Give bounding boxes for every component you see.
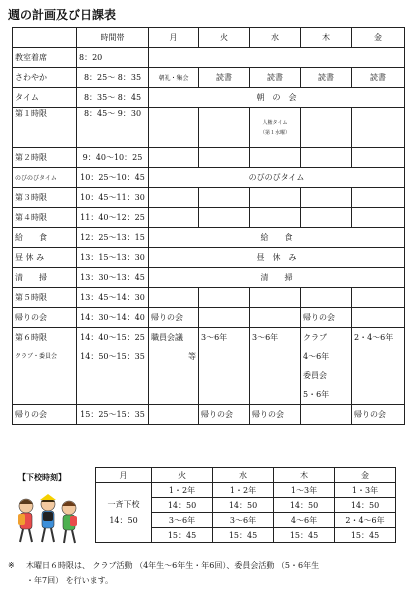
row-time: 13：30～13：45	[77, 268, 149, 288]
table-row	[13, 48, 405, 68]
note-line-1: 木曜日６時限は、 クラブ活動 （4年生～6年生・年6回）、委員会活動 （5・6年生	[26, 561, 320, 570]
row-time: 15：25～15：35	[77, 405, 149, 425]
table-row	[13, 308, 405, 328]
dismissal-wed-c: 3～6年	[213, 513, 274, 528]
table-row	[13, 68, 405, 88]
dismissal-wed-a: 1・2年	[213, 483, 274, 498]
row-label: 第１時限	[13, 108, 77, 148]
dismissal-fri-d: 15：45	[335, 528, 396, 543]
row-time: 10：25～10：45	[77, 168, 149, 188]
span-cell: 朝 の 会	[149, 88, 405, 108]
children-illustration	[12, 492, 84, 550]
cell-wed-line1: 人権タイム	[262, 119, 288, 126]
cell-wed: 帰りの会	[250, 405, 301, 425]
row-time: 8：20	[77, 48, 149, 68]
span-cell: のびのびタイム	[149, 168, 405, 188]
row-time: 14：30～14：40	[77, 308, 149, 328]
row-label: のびのびタイム	[13, 168, 77, 188]
row-time: 8：35～ 8：45	[77, 88, 149, 108]
header-time: 時間帯	[77, 28, 149, 48]
header-mon: 月	[149, 28, 199, 48]
table-row	[13, 88, 405, 108]
dismissal-tue-d: 15：45	[152, 528, 213, 543]
dismissal-wed-d: 15：45	[213, 528, 274, 543]
row-time-2: 14：50～15：35	[80, 352, 145, 361]
cell-wed: 読書	[250, 68, 301, 88]
page-title: 週の計画及び日課表	[8, 8, 117, 22]
cell-thu-1: クラブ	[303, 333, 327, 342]
span-cell: 給 食	[149, 228, 405, 248]
row-label: 教室着席	[13, 48, 77, 68]
header-fri: 金	[352, 28, 405, 48]
cell-fri: 2・4～6年	[352, 328, 405, 405]
table-row	[13, 268, 405, 288]
table-row	[13, 108, 405, 148]
row-label: 第５時限	[13, 288, 77, 308]
row-label	[13, 328, 77, 405]
row-time: 12：25～13：15	[77, 228, 149, 248]
cell-thu: 読書	[301, 68, 352, 88]
cell-thu: 帰りの会	[301, 308, 352, 328]
dismissal-tue-c: 3～6年	[152, 513, 213, 528]
cell-wed: 3～6年	[250, 328, 301, 405]
row-label-1: 第６時限	[15, 333, 47, 342]
row-label: 帰りの会	[13, 308, 77, 328]
dismissal-tue-a: 1・2年	[152, 483, 213, 498]
table-row	[13, 228, 405, 248]
header-blank	[13, 28, 77, 48]
dismissal-thu: 木	[274, 468, 335, 483]
row-label: 帰りの会	[13, 405, 77, 425]
header-thu: 木	[301, 28, 352, 48]
dismissal-tue-b: 14：50	[152, 498, 213, 513]
row-label: 第２時限	[13, 148, 77, 168]
cell-tue: 帰りの会	[199, 405, 250, 425]
dismissal-fri-b: 14：50	[335, 498, 396, 513]
cell-fri: 帰りの会	[352, 405, 405, 425]
dismissal-thu-a: 1～3年	[274, 483, 335, 498]
row-label-2: クラブ・委員会	[15, 353, 58, 360]
row-label: 第４時限	[13, 208, 77, 228]
row-time: 13：45～14：30	[77, 288, 149, 308]
row-time-1: 14：40～15：25	[80, 333, 145, 342]
note-mark: ※	[8, 561, 15, 570]
note-line-2: ・年7回） を行います。	[26, 576, 113, 585]
row-label: 第３時限	[13, 188, 77, 208]
dismissal-tue: 火	[152, 468, 213, 483]
dismissal-wed-b: 14：50	[213, 498, 274, 513]
span-cell: 昼 休 み	[149, 248, 405, 268]
dismissal-fri-a: 1・3年	[335, 483, 396, 498]
row-time	[77, 328, 149, 405]
header-wed: 水	[250, 28, 301, 48]
row-time: 9：40～10：25	[77, 148, 149, 168]
table-row	[13, 168, 405, 188]
cell-mon: 帰りの会	[149, 308, 199, 328]
table-row	[96, 483, 396, 498]
table-row	[13, 328, 405, 405]
row-label: 給 食	[13, 228, 77, 248]
cell-thu-2: 4～6年	[303, 352, 330, 361]
dismissal-mon-2: 14：50	[109, 515, 138, 525]
table-row	[13, 208, 405, 228]
dismissal-badge: 【下校時刻】	[18, 473, 66, 482]
dismissal-mon-1: 一斉下校	[107, 499, 140, 509]
dismissal-wed: 水	[213, 468, 274, 483]
table-row	[13, 148, 405, 168]
table-row	[13, 405, 405, 425]
table-row	[13, 288, 405, 308]
cell-thu	[301, 328, 352, 405]
row-label: タイム	[13, 88, 77, 108]
dismissal-table	[95, 467, 396, 543]
cell-thu-4: 5・6年	[303, 390, 330, 399]
cell-mon-2: 等	[188, 352, 196, 361]
span-cell: 清 掃	[149, 268, 405, 288]
table-row	[13, 248, 405, 268]
row-time: 11：40～12：25	[77, 208, 149, 228]
row-label: 昼 休 み	[13, 248, 77, 268]
cell-mon	[149, 328, 199, 405]
cell-fri: 読書	[352, 68, 405, 88]
dismissal-thu-b: 14：50	[274, 498, 335, 513]
cell-tue: 読書	[199, 68, 250, 88]
dismissal-fri: 金	[335, 468, 396, 483]
row-label: さわやか	[13, 68, 77, 88]
table-row	[13, 188, 405, 208]
dismissal-thu-d: 15：45	[274, 528, 335, 543]
row-time: 13：15～13：30	[77, 248, 149, 268]
cell-mon-1: 職員会議	[151, 333, 183, 342]
dismissal-mon-cell	[96, 483, 152, 543]
cell-wed-line2: （第１水曜）	[259, 129, 290, 136]
footnote	[8, 558, 406, 588]
row-label: 清 掃	[13, 268, 77, 288]
cell-tue: 3～6年	[199, 328, 250, 405]
header-row	[13, 28, 405, 48]
row-time: 10：45～11：30	[77, 188, 149, 208]
cell-thu-3: 委員会	[303, 371, 327, 380]
dismissal-mon: 月	[96, 468, 152, 483]
schedule-table	[12, 27, 405, 425]
cell-mon: 朝礼・集会	[149, 68, 199, 88]
header-tue: 火	[199, 28, 250, 48]
row-time: 8：45～ 9：30	[77, 108, 149, 148]
dismissal-header	[96, 468, 396, 483]
dismissal-thu-c: 4～6年	[274, 513, 335, 528]
dismissal-fri-c: 2・4～6年	[335, 513, 396, 528]
row-time: 8：25～ 8：35	[77, 68, 149, 88]
cell-wed	[250, 108, 301, 148]
